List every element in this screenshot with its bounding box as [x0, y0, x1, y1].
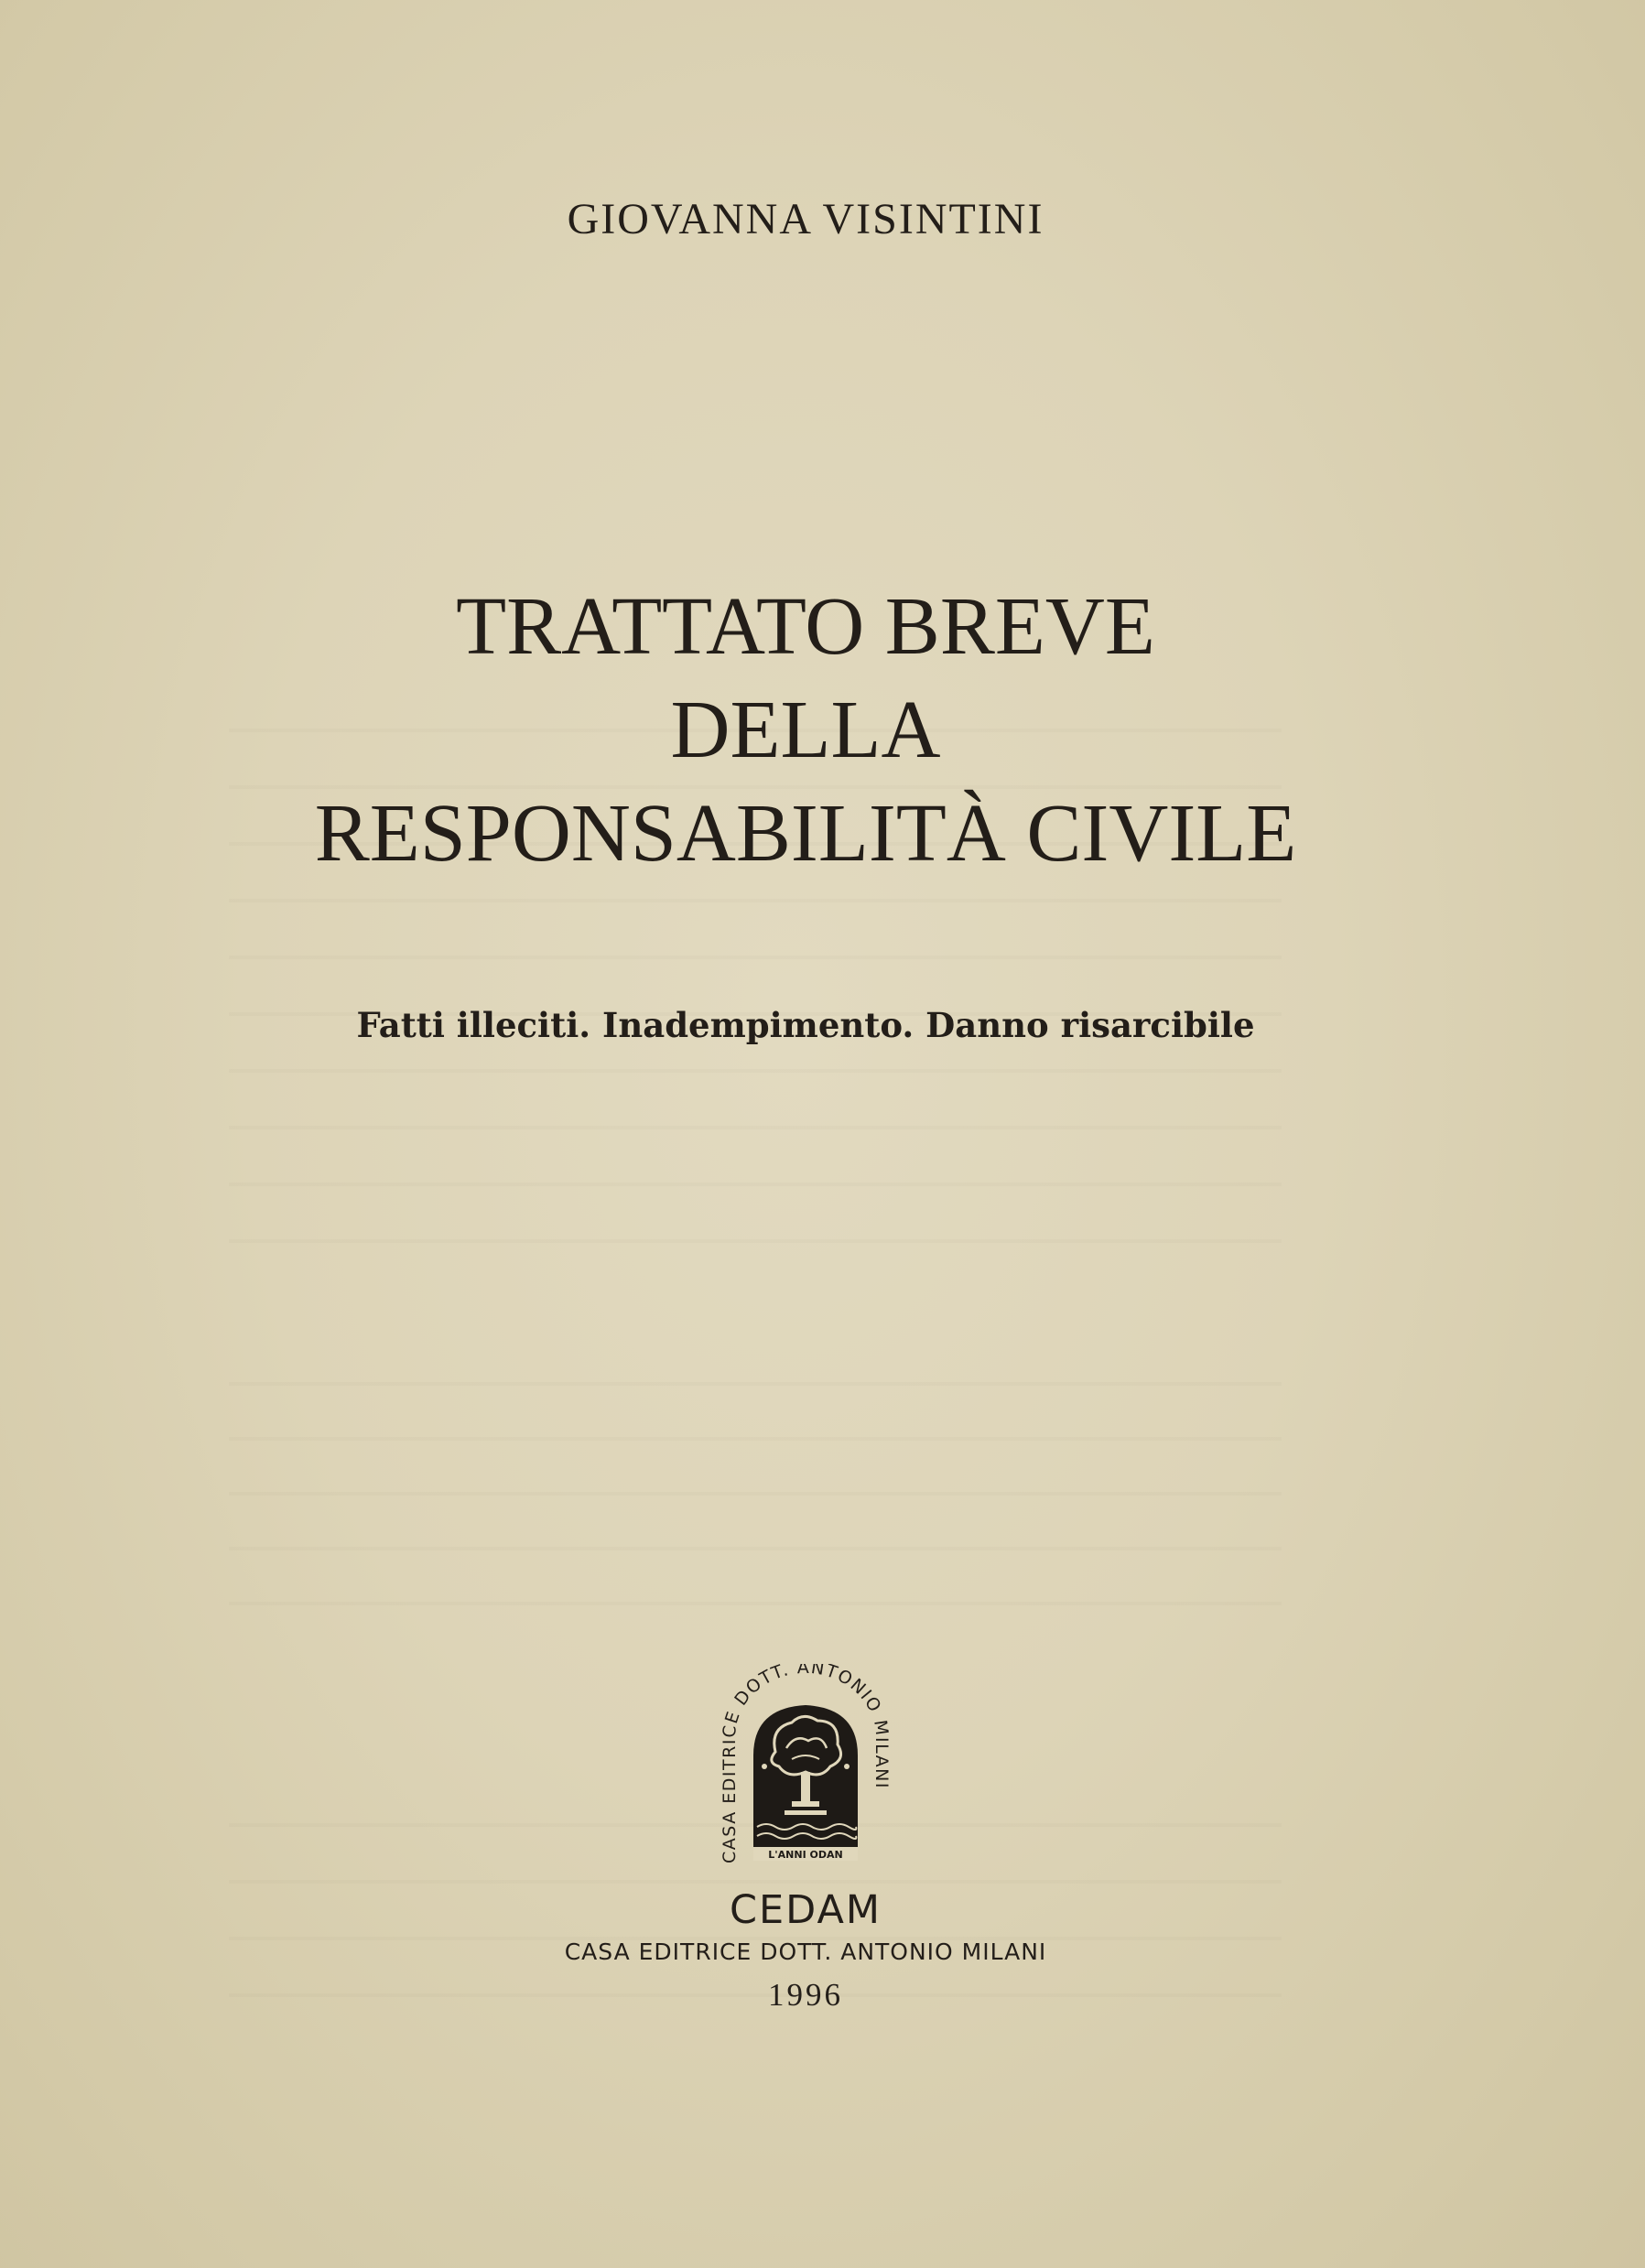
title-line-3: RESPONSABILITÀ CIVILE: [314, 788, 1297, 879]
author-name: GIOVANNA VISINTINI: [567, 195, 1044, 243]
book-subtitle: Fatti illeciti. Inadempimento. Danno risarcibile: [356, 1005, 1255, 1045]
title-line-1: TRATTATO BREVE: [456, 581, 1155, 672]
bleed-through-shadow: [229, 1355, 1282, 1629]
book-title: [0, 575, 1611, 885]
publisher-name: CEDAM: [729, 1887, 882, 1933]
svg-text:CASA EDITRICE DOTT. ANTONIO MI: CASA EDITRICE DOTT. ANTONIO MILANI: [719, 1664, 893, 1863]
publication-year: 1996: [768, 1977, 843, 2013]
publisher-full-name: CASA EDITRICE DOTT. ANTONIO MILANI: [564, 1939, 1047, 1965]
svg-text:L'ANNI ODAN: L'ANNI ODAN: [768, 1849, 843, 1861]
publisher-emblem-icon: [719, 1664, 893, 1884]
title-line-2: DELLA: [670, 685, 941, 775]
